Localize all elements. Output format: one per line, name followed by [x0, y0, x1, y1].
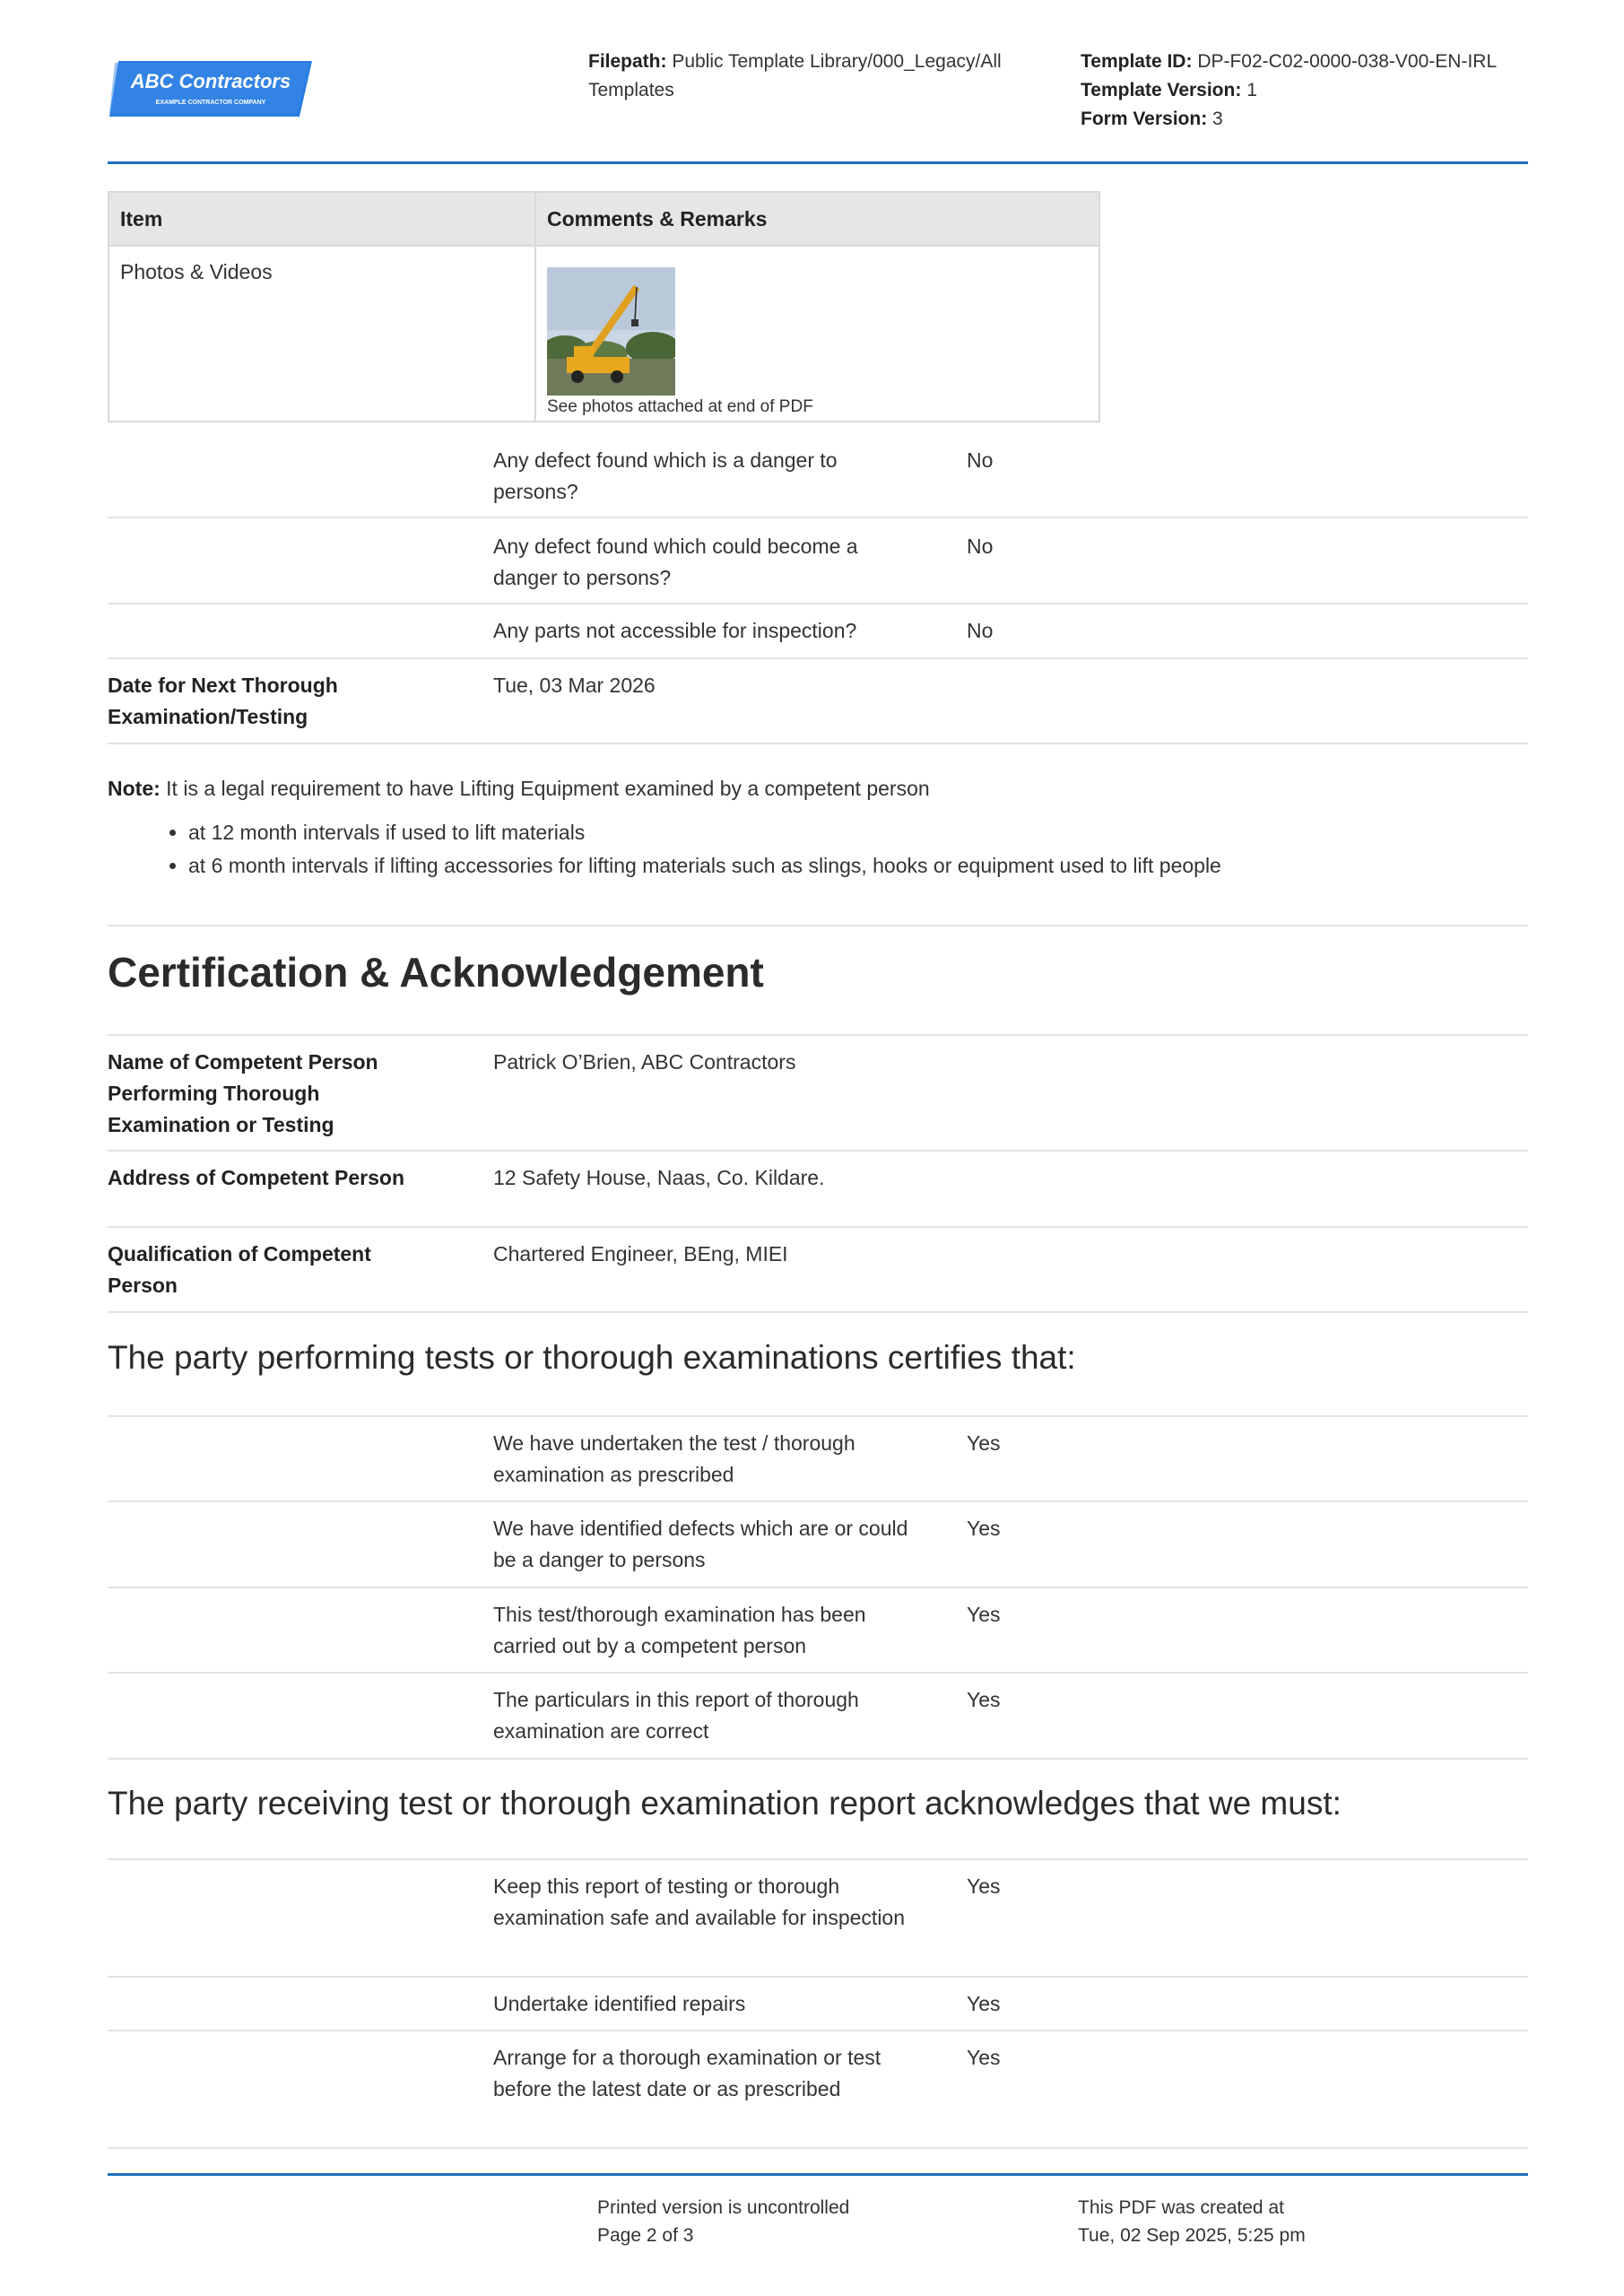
competent-person-address-row [108, 1152, 1528, 1228]
table-row [108, 1417, 1528, 1502]
filepath-label: Filepath: [588, 51, 667, 72]
field-label: Qualification of Competent Person [108, 1242, 371, 1297]
note-text: It is a legal requirement to have Lifting Equipment examined by a competent person [166, 777, 930, 800]
certify-answer: Yes [967, 1688, 1001, 1711]
table-row [108, 1502, 1528, 1588]
defect-answer: No [967, 448, 994, 472]
certify-question: This test/thorough examination has been carried out by a competent person [493, 1603, 866, 1657]
table-row [108, 518, 1528, 604]
template-version-value: 1 [1246, 80, 1257, 100]
next-exam-label: Date for Next Thorough Examination/Testing [108, 674, 338, 728]
acknowledges-rows [108, 1858, 1528, 2149]
acknowledge-answer: Yes [967, 1992, 1001, 2015]
company-logo [109, 59, 312, 118]
defect-question: Any defect found which could become a danger to persons? [493, 535, 858, 589]
page-number: Page 2 of 3 [597, 2225, 694, 2246]
item-column-header: Item [109, 192, 535, 246]
defect-rows [108, 432, 1528, 744]
defect-question: Any parts not accessible for inspection? [493, 619, 857, 642]
acknowledge-question: Arrange for a thorough examination or test before the latest date or as prescribed [493, 2046, 881, 2100]
table-row [108, 1978, 1528, 2031]
page-footer [108, 2173, 1528, 2246]
created-label: This PDF was created at [1078, 2197, 1284, 2218]
acknowledge-answer: Yes [967, 1874, 1001, 1898]
created-timestamp: Tue, 02 Sep 2025, 5:25 pm [1078, 2225, 1306, 2246]
table-row [108, 1588, 1528, 1674]
defect-answer: No [967, 535, 994, 558]
certifies-heading: The party performing tests or thorough examinations certifies that: [108, 1339, 1076, 1376]
item-table-header [109, 192, 1099, 246]
table-row [108, 604, 1528, 659]
certify-answer: Yes [967, 1431, 1001, 1455]
table-row [108, 1860, 1528, 1978]
photo-caption: See photos attached at end of PDF [547, 397, 813, 416]
list-item: • at 12 month intervals if used to lift materials [188, 816, 1528, 849]
certify-question: The particulars in this report of thorough examination are correct [493, 1688, 859, 1743]
certify-answer: Yes [967, 1517, 1001, 1540]
table-row [108, 432, 1528, 518]
field-value: 12 Safety House, Naas, Co. Kildare. [493, 1166, 825, 1189]
acknowledge-question: Keep this report of testing or thorough examination safe and available for inspection [493, 1874, 906, 1929]
certify-answer: Yes [967, 1603, 1001, 1626]
filepath-value: Public Template Library/000_Legacy/All Templates [588, 51, 1002, 100]
certifies-rows [108, 1415, 1528, 1760]
field-label: Address of Competent Person [108, 1166, 404, 1189]
acknowledges-heading: The party receiving test or thorough examination report acknowledges that we must: [108, 1785, 1342, 1822]
next-exam-row [108, 659, 1528, 744]
footer-created-info [1078, 2194, 1306, 2249]
page-header [108, 45, 1528, 164]
crane-photo-thumbnail[interactable] [547, 267, 675, 396]
section-divider [108, 925, 1528, 926]
logo-text: ABC Contractors [130, 70, 291, 92]
acknowledge-question: Undertake identified repairs [493, 1992, 746, 2015]
competent-person-qualification-row [108, 1228, 1528, 1313]
template-version-label: Template Version: [1081, 80, 1242, 100]
item-table [108, 191, 1100, 422]
defect-answer: No [967, 619, 994, 642]
field-value: Chartered Engineer, BEng, MIEI [493, 1242, 788, 1265]
uncontrolled-notice: Printed version is uncontrolled [597, 2197, 850, 2218]
table-row [109, 246, 1099, 422]
table-row [108, 1674, 1528, 1760]
legal-note [108, 773, 1528, 883]
template-id-value: DP-F02-C02-0000-038-V00-EN-IRL [1197, 51, 1498, 72]
list-item: • at 6 month intervals if lifting accessories for lifting materials such as slings, hooks or equipment used to lift people [188, 849, 1528, 883]
field-label: Name of Competent Person Performing Thorough Examination or Testing [108, 1050, 378, 1136]
certify-question: We have undertaken the test / thorough examination as prescribed [493, 1431, 855, 1486]
comments-cell [535, 246, 1099, 422]
competent-person-name-row [108, 1036, 1528, 1152]
certification-fields [108, 1034, 1528, 1313]
note-bullet-list [188, 816, 1528, 883]
logo-subtext: EXAMPLE CONTRACTOR COMPANY [155, 100, 266, 106]
certify-question: We have identified defects which are or could be a danger to persons [493, 1517, 908, 1571]
form-version-label: Form Version: [1081, 109, 1208, 129]
template-id-label: Template ID: [1081, 51, 1193, 72]
note-label: Note: [108, 777, 161, 800]
acknowledge-answer: Yes [967, 2046, 1001, 2069]
template-info-block [1081, 48, 1547, 134]
comments-column-header: Comments & Remarks [535, 192, 1099, 246]
defect-question: Any defect found which is a danger to persons? [493, 448, 838, 503]
table-row [108, 2031, 1528, 2149]
footer-print-info [597, 2194, 849, 2249]
item-cell: Photos & Videos [109, 246, 535, 422]
field-value: Patrick O’Brien, ABC Contractors [493, 1050, 796, 1074]
section-title: Certification & Acknowledgement [108, 949, 764, 996]
next-exam-value: Tue, 03 Mar 2026 [493, 674, 656, 697]
filepath-block [588, 48, 1037, 105]
form-version-value: 3 [1212, 109, 1223, 129]
